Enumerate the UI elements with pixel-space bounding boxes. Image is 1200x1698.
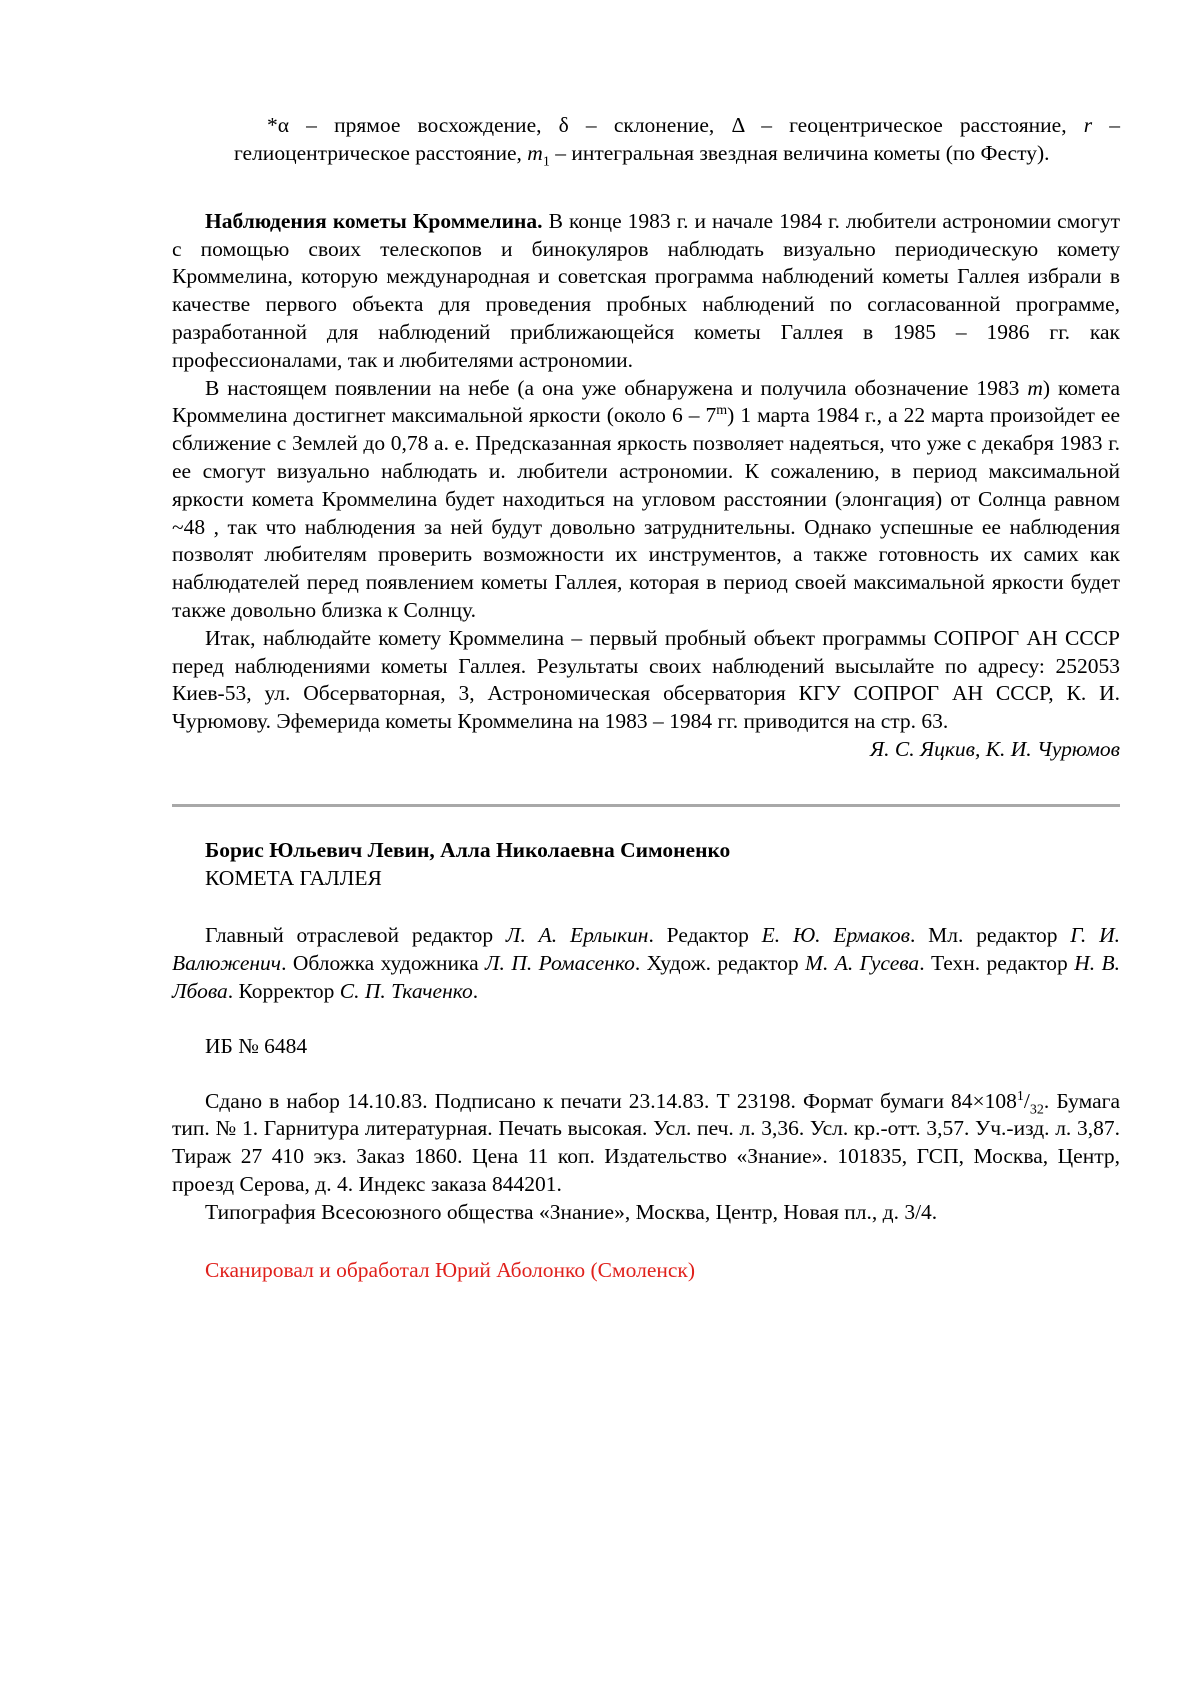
ephemeris-footnote: *α – прямое восхождение, δ – склонение, Δ – геоцентрическое расстояние, r – гелиоцентрическое расстояние, $m_1$ – интегральная звездная величина кометы (по Фесту). (234, 113, 1120, 170)
scanner-note: Сканировал и обработал Юрий Аболонко (Смоленск) (205, 1257, 696, 1282)
symbol-delta: δ (558, 113, 569, 137)
article-paragraph-3: Итак, наблюдайте комету Кроммелина – первый пробный объект программы СОПРОГ АН СССР перед наблюдениями кометы Галлея. Результаты своих наблюдений высылайте по адресу: 252053 Киев-53, ул. Обсерваторная, 3, Астрономическая обсерватория КГУ СОПРОГ АН СССР, К. И. Чурюмову. Эфемерида кометы Кроммелина на 1983 – 1984 гг. приводится на стр. 63. (172, 625, 1120, 734)
article-paragraph-1: Наблюдения кометы Кроммелина. В конце 1983 г. и начале 1984 г. любители астрономии смогут с помощью своих телескопов и бинокуляров наблюдать визуально периодическую комету Кроммелина, которую международная и советская программа наблюдений кометы Галлея избрали в качестве первого объекта для проведения пробных наблюдений по согласованной программе, разработанной для наблюдений приближающейся кометы Галлея в 1985 – 1986 гг. как профессионалами, так и любителями астрономии. (172, 208, 1120, 372)
symbol-alpha: α (277, 113, 290, 137)
book-title: КОМЕТА ГАЛЛЕЯ (205, 865, 382, 890)
typography-address: Типография Всесоюзного общества «Знание», Москва, Центр, Новая пл., д. 3/4. (205, 1199, 938, 1224)
article-paragraph-2: В настоящем появлении на небе (а она уже обнаружена и получила обозначение 1983 т) комета Кроммелина достигнет максимальной яркости (около 6 – 7$^m$) 1 марта 1984 г., а 22 марта произойдет ее сближение с Землей до 0,78 а. е. Предсказанная яркость позволяет надеяться, что уже с декабря 1983 г. ее смогут визуально наблюдать и. любители астрономии. К сожалению, в период максимальной яркости комета Кроммелина будет находиться на угловом расстоянии (элонгация) от Солнца равном ~48 , так что наблюдения за ней будут довольно затруднительны. Однако успешные ее наблюдения позволят любителям проверить возможности их инструментов, а также готовность их самих как наблюдателей перед появлением кометы Галлея, которая в период своей максимальной яркости будет также довольно близка к Солнцу. (172, 375, 1121, 623)
book-authors: Борис Юльевич Левин, Алла Николаевна Симоненко (205, 837, 731, 862)
footnote-star: * (267, 113, 278, 137)
symbol-r: r (1083, 113, 1093, 137)
article-heading: Наблюдения кометы Кроммелина. (205, 208, 543, 233)
editors-credits: Главный отраслевой редактор Л. А. Ерлыкин. Редактор Е. Ю. Ермаков. Мл. редактор Г. И. Валюженич. Обложка художника Л. П. Ромасенко. Худож. редактор М. А. Гусева. Техн. редактор Н. В. Лбова. Корректор С. П. Ткаченко. (172, 923, 1120, 1004)
symbol-big-delta: Δ (731, 113, 745, 137)
ib-number: ИБ № 6484 (205, 1033, 308, 1058)
section-divider (172, 804, 1120, 807)
printing-details: Сдано в набор 14.10.83. Подписано к печати 23.14.83. Т 23198. Формат бумаги $84\times 108^1/_{32}$. Бумага тип. № 1. Гарнитура литературная. Печать высокая. Усл. печ. л. 3,36. Усл. кр.-отт. 3,57. Уч.-изд. л. 3,87. Тираж 27 410 экз. Заказ 1860. Цена 11 коп. Издательство «Знание». 101835, ГСП, Москва, Центр, проезд Серова, д. 4. Индекс заказа 844201. (172, 1088, 1121, 1196)
symbol-m: m (527, 140, 543, 165)
article-signature: Я. С. Яцкив, К. И. Чурюмов (869, 737, 1120, 762)
document-page (172, 112, 1120, 1284)
